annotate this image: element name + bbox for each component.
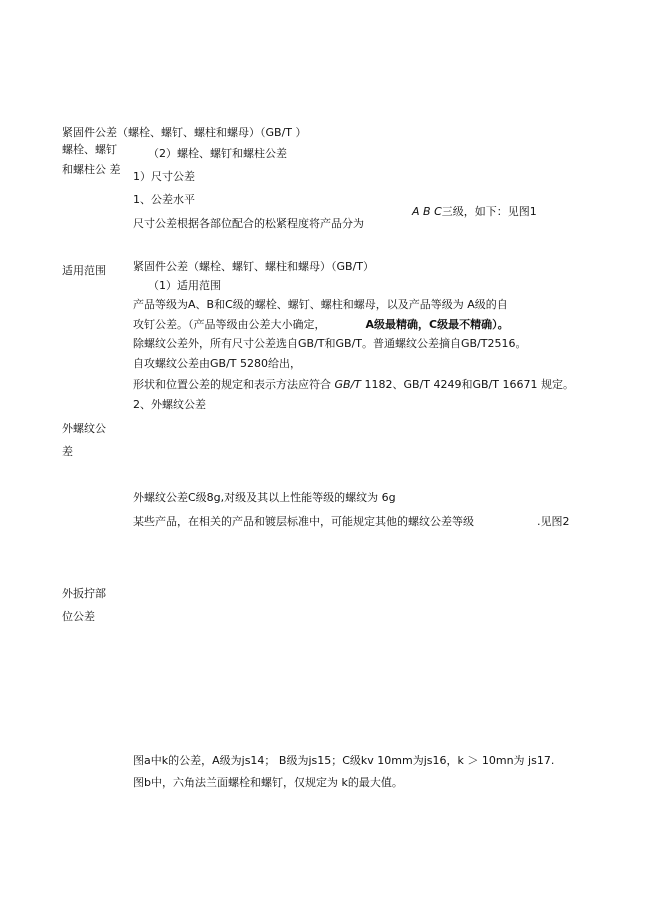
scope-paragraph-1: 产品等级为A、B和C级的螺栓、螺钉、螺柱和螺母，以及产品等级为 A级的自 <box>133 298 508 311</box>
dim-tolerance-heading: 1）尺寸公差 <box>133 170 195 183</box>
label-ext-line2: 差 <box>62 445 73 458</box>
scope-p5-part-b: GB/T <box>334 378 361 391</box>
scope-paragraph-5 <box>133 378 574 392</box>
label-ext-line1: 外螺纹公 <box>62 422 106 435</box>
scope-paragraph-3: 除螺纹公差外，所有尺寸公差选自GB/T和GB/T。普通螺纹公差摘自GB/T2516。 <box>133 337 527 350</box>
ext-figure-ref: .见图2 <box>537 515 570 528</box>
grade-abc-text <box>412 205 537 219</box>
label-wrench-line2: 位公差 <box>62 610 95 623</box>
ext-paragraph-1: 外螺纹公差C级8g,对级及其以上性能等级的螺纹为 6g <box>133 491 396 504</box>
ext-paragraph-2: 某些产品，在相关的产品和镀层标准中，可能规定其他的螺纹公差等级 <box>133 515 474 528</box>
document-title: 紧固件公差（螺栓、螺钉、螺柱和螺母）（GB/T ） <box>62 126 307 139</box>
wrench-paragraph-1: 图a中k的公差，A级为js14； B级为js15；C级kv 10mm为js16，k ＞ 10mn为 js17. <box>133 754 555 767</box>
grade-abc-italic: A B C <box>412 205 442 218</box>
scope-p5-part-a: 形状和位置公差的规定和表示方法应符合 <box>133 378 335 391</box>
section-2-heading: （2）螺栓、螺钉和螺柱公差 <box>148 147 287 160</box>
label-bolt-line2: 和螺柱公 差 <box>62 163 121 176</box>
scope-paragraph-2 <box>133 318 509 332</box>
tolerance-level-heading: 1、公差水平 <box>133 193 195 206</box>
label-wrench-line1: 外扳拧部 <box>62 587 106 600</box>
scope-paragraph-4: 自攻螺纹公差由GB/T 5280给出， <box>133 357 301 370</box>
label-bolt-line1: 螺栓、螺钉 <box>62 143 117 156</box>
scope-subheading: （1）适用范围 <box>148 279 221 292</box>
scope-title: 紧固件公差（螺栓、螺钉、螺柱和螺母）（GB/T） <box>133 260 374 273</box>
scope-p5-part-c: 1182、GB/T 4249和GB/T 16671 规定。 <box>361 378 574 391</box>
grade-description: 尺寸公差根据各部位配合的松紧程度将产品分为 <box>133 217 364 230</box>
scope-p2-part-a: 攻钉公差。（产品等级由公差大小确定， <box>133 318 326 331</box>
wrench-paragraph-2: 图b中，六角法兰面螺栓和螺钉，仅规定为 k的最大值。 <box>133 776 403 789</box>
ext-thread-heading: 2、外螺纹公差 <box>133 398 206 411</box>
label-scope: 适用范围 <box>62 264 106 277</box>
grade-tail: 三级，如下：见图1 <box>441 205 537 218</box>
scope-p2-part-b: A级最精确，C级最不精确）。 <box>365 318 509 331</box>
